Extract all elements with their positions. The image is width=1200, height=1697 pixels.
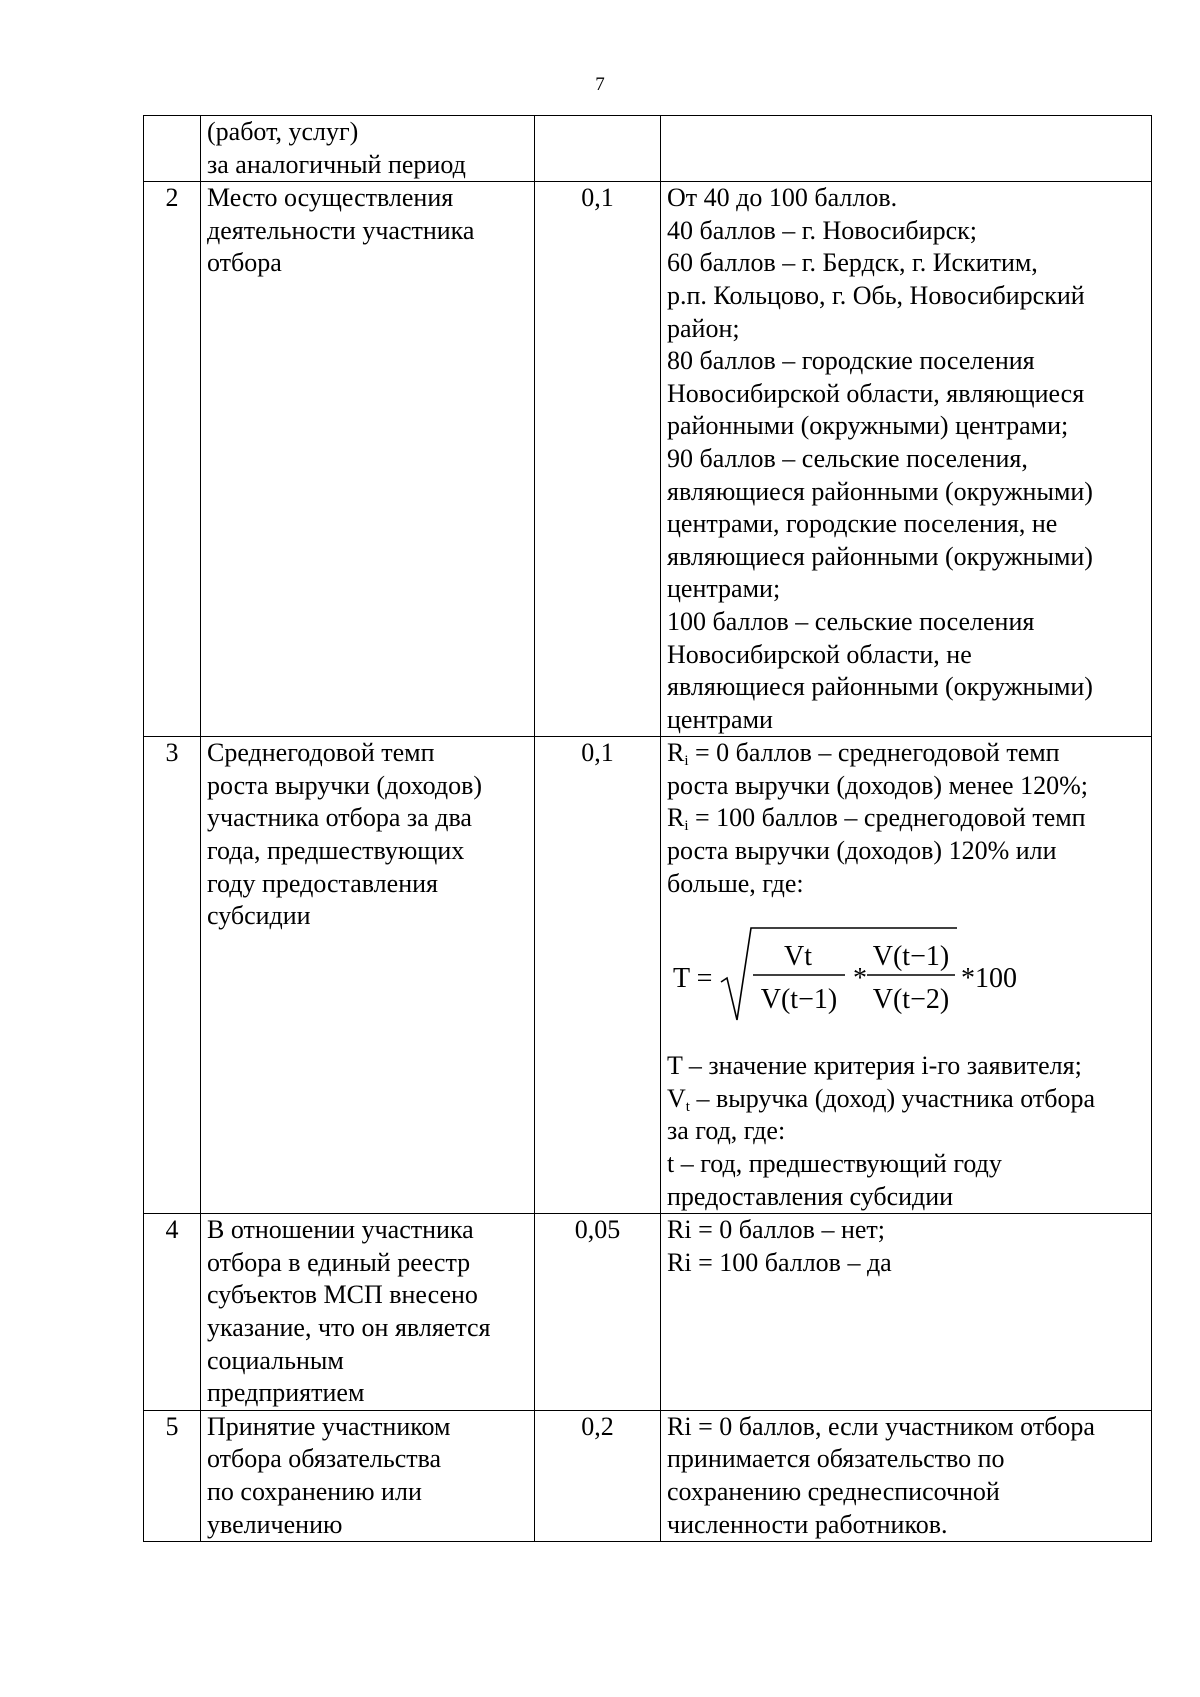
scale-line: являющиеся районными (окружными) <box>667 541 1093 571</box>
scale-line: От 40 до 100 баллов. <box>667 183 898 213</box>
criterion-name <box>201 1214 535 1411</box>
formula-tail: *100 <box>961 963 1017 995</box>
scale-line: центрами, городские поселения, не <box>667 509 1058 539</box>
table-row <box>144 182 1152 737</box>
table-row <box>144 737 1152 1214</box>
table-row <box>144 1410 1152 1541</box>
criterion-line: увеличению <box>207 1509 343 1539</box>
criterion-weight: 0,2 <box>535 1410 661 1541</box>
row-number: 3 <box>144 737 201 1214</box>
scale-line: Ri = 0 баллов, если участником отбора <box>667 1411 1095 1441</box>
criterion-name <box>201 737 535 1214</box>
criterion-line: деятельности участника <box>207 215 475 245</box>
scale-line: 40 баллов – г. Новосибирск; <box>667 215 977 245</box>
formula-svg <box>665 920 1045 1030</box>
scale-line: р.п. Кольцово, г. Обь, Новосибирский <box>667 280 1085 310</box>
criterion-line: участника отбора за два <box>207 803 472 833</box>
criterion-scale <box>661 116 1152 182</box>
scale-line: сохранению среднесписочной <box>667 1476 1000 1506</box>
scale-line: Ri = 0 баллов – нет; <box>667 1215 885 1245</box>
row-number: 5 <box>144 1410 201 1541</box>
criteria-table <box>143 115 1152 1542</box>
scale-line: Ri = 100 баллов – да <box>667 1247 892 1277</box>
criterion-line: отбора в единый реестр <box>207 1247 471 1277</box>
page-number: 7 <box>595 74 605 95</box>
scale-line: роста выручки (доходов) 120% или <box>667 836 1057 866</box>
criterion-name <box>201 182 535 737</box>
criterion-line: году предоставления <box>207 868 438 898</box>
scale-line: районными (окружными) центрами; <box>667 411 1069 441</box>
criterion-scale <box>661 1410 1152 1541</box>
row-number: 2 <box>144 182 201 737</box>
criterion-line: (работ, услуг) <box>207 117 359 146</box>
criterion-line: отбора <box>207 248 282 278</box>
criterion-scale <box>661 1214 1152 1411</box>
criterion-name <box>201 116 535 182</box>
scale-line: 100 баллов – сельские поселения <box>667 606 1035 636</box>
fraction2-numerator: V(t−1) <box>872 941 950 973</box>
scale-line: предоставления субсидии <box>667 1181 954 1211</box>
scale-line: $R_i = 100$ баллов – среднегодовой темп <box>667 803 1086 835</box>
formula-operator: * <box>853 963 867 995</box>
row-number <box>144 116 201 182</box>
criterion-weight: 0,1 <box>535 182 661 737</box>
criterion-line: Принятие участником <box>207 1411 451 1441</box>
criterion-line: роста выручки (доходов) <box>207 770 483 800</box>
criterion-line: по сохранению или <box>207 1476 422 1506</box>
criterion-weight: 0,05 <box>535 1214 661 1411</box>
formula-lhs: T = <box>673 963 713 995</box>
scale-line: 80 баллов – городские поселения <box>667 346 1035 376</box>
row-number: 4 <box>144 1214 201 1411</box>
subscript: i <box>684 753 689 770</box>
table-row <box>144 116 1152 182</box>
criterion-line: Среднегодовой темп <box>207 738 435 768</box>
scale-line: являющиеся районными (окружными) <box>667 672 1093 702</box>
scale-line: Новосибирской области, не <box>667 639 972 669</box>
criterion-line: предприятием <box>207 1378 365 1408</box>
criterion-line: субсидии <box>207 901 311 931</box>
fraction1-denominator: V(t−1) <box>760 984 838 1016</box>
scale-line: $R_i = 0$ баллов – среднегодовой темп <box>667 738 1060 770</box>
subscript: t <box>685 1098 690 1115</box>
criterion-scale <box>661 182 1152 737</box>
criterion-line: указание, что он является <box>207 1313 491 1342</box>
table-row <box>144 1214 1152 1411</box>
scale-line: район; <box>667 313 740 343</box>
formula <box>667 900 1145 1050</box>
subscript: i <box>684 818 689 835</box>
scale-line: за год, где: <box>667 1116 786 1146</box>
criterion-scale <box>661 737 1152 1214</box>
scale-line: численности работников. <box>667 1509 948 1539</box>
scale-line: Новосибирской области, являющиеся <box>667 378 1085 408</box>
criterion-name <box>201 1410 535 1541</box>
fraction1-numerator: Vt <box>784 941 812 973</box>
criterion-weight: 0,1 <box>535 737 661 1214</box>
criterion-line: социальным <box>207 1345 344 1375</box>
criterion-line: Место осуществления <box>207 183 454 213</box>
scale-line: t – год, предшествующий году <box>667 1149 1002 1179</box>
criterion-line: В отношении участника <box>207 1215 474 1245</box>
scale-line: центрами; <box>667 574 781 604</box>
criterion-line: за аналогичный период <box>207 149 466 179</box>
criterion-line: субъектов МСП внесено <box>207 1280 478 1310</box>
scale-line: являющиеся районными (окружными) <box>667 476 1093 506</box>
fraction2-denominator: V(t−2) <box>872 984 950 1016</box>
scale-line: 90 баллов – сельские поселения, <box>667 443 1028 473</box>
criterion-weight <box>535 116 661 182</box>
scale-line: $V_t$ – выручка (доход) участника отбора <box>667 1083 1096 1115</box>
scale-line: больше, где: <box>667 868 804 898</box>
criterion-line: года, предшествующих <box>207 836 465 866</box>
scale-line: T – значение критерия i-го заявителя; <box>667 1051 1082 1081</box>
scale-line: 60 баллов – г. Бердск, г. Искитим, <box>667 248 1038 278</box>
scale-line: принимается обязательство по <box>667 1444 1005 1474</box>
scale-line: центрами <box>667 704 773 734</box>
criterion-line: отбора обязательства <box>207 1444 442 1474</box>
scale-line: роста выручки (доходов) менее 120%; <box>667 770 1088 800</box>
